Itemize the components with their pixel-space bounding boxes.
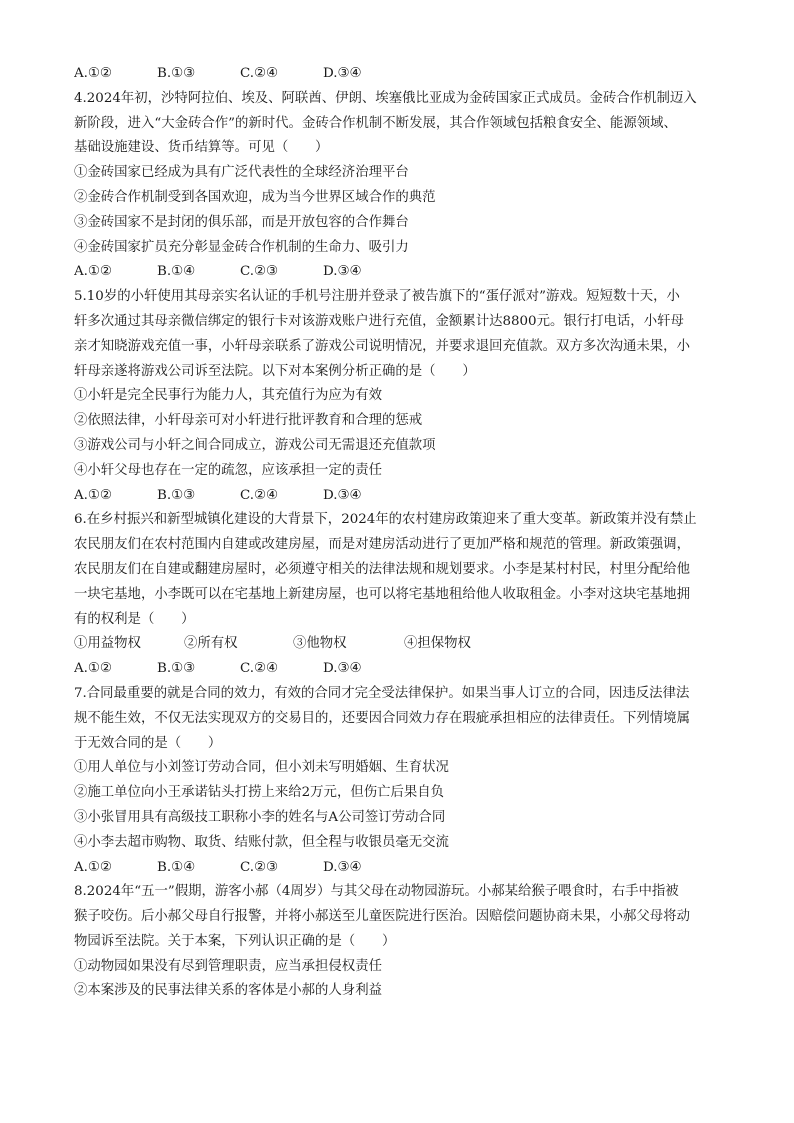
q7-option-a[interactable]: A.①② bbox=[74, 859, 112, 875]
q6-stem-line: 农民朋友们在农村范围内自建或改建房屋，而是对建房活动进行了更加严格和规范的管理。新政策强调， bbox=[74, 537, 690, 553]
q5-option-b[interactable]: B.①③ bbox=[157, 487, 196, 503]
q4-statement-2: ②金砖合作机制受到各国欢迎，成为当今世界区域合作的典范 bbox=[74, 189, 436, 205]
q4-statement-3: ③金砖国家不是封闭的俱乐部，而是开放包容的合作舞台 bbox=[74, 214, 409, 230]
q3-option-a[interactable]: A.①② bbox=[74, 66, 112, 81]
q6-stem-line: 6.在乡村振兴和新型城镇化建设的大背景下，2024年的农村建房政策迎来了重大变革。新政策并没有禁止 bbox=[74, 512, 697, 528]
q6-option-a[interactable]: A.①② bbox=[74, 661, 112, 677]
q6-right-1: ①用益物权 bbox=[74, 636, 141, 652]
exam-page bbox=[74, 62, 722, 1004]
question-8 bbox=[74, 880, 722, 1004]
q7-stem-line: 规不能生效，不仅无法实现双方的交易目的，还要因合同效力存在瑕疵承担相应的法律责任。下列情境属 bbox=[74, 710, 690, 726]
q4-stem-line: 新阶段，进入“大金砖合作”的新时代。金砖合作机制不断发展，其合作领域包括粮食安全、能源领域、 bbox=[74, 115, 677, 131]
q6-right-3: ③他物权 bbox=[293, 636, 347, 652]
q4-stem-line: 4.2024年初，沙特阿拉伯、埃及、阿联酋、伊朗、埃塞俄比亚成为金砖国家正式成员。金砖合作机制迈入 bbox=[74, 90, 697, 106]
q7-option-d[interactable]: D.③④ bbox=[323, 859, 362, 875]
q6-stem-line: 农民朋友们在自建或翻建房屋时，必须遵守相关的法律法规和规划要求。小李是某村村民，村里分配给他 bbox=[74, 561, 690, 577]
q7-statement-4: ④小李去超市购物、取货、结账付款，但全程与收银员毫无交流 bbox=[74, 834, 449, 850]
q4-statement-4: ④金砖国家扩员充分彰显金砖合作机制的生命力、吸引力 bbox=[74, 239, 409, 255]
q3-option-b[interactable]: B.①③ bbox=[157, 66, 196, 81]
q7-statement-3: ③小张冒用具有高级技工职称小李的姓名与A公司签订劳动合同 bbox=[74, 809, 446, 825]
q5-option-d[interactable]: D.③④ bbox=[323, 487, 362, 503]
q5-option-a[interactable]: A.①② bbox=[74, 487, 112, 503]
q6-options bbox=[74, 657, 722, 682]
q6-option-b[interactable]: B.①③ bbox=[157, 661, 196, 677]
q5-options bbox=[74, 484, 722, 509]
q7-statement-2: ②施工单位向小王承诺钻头打捞上来给2万元，但伤亡后果自负 bbox=[74, 785, 445, 801]
q6-option-d[interactable]: D.③④ bbox=[323, 661, 362, 677]
q4-option-a[interactable]: A.①② bbox=[74, 264, 112, 280]
q5-stem-line: 轩多次通过其母亲微信绑定的银行卡对该游戏账户进行充值，金额累计达8800元。银行打电话，小轩母 bbox=[74, 313, 684, 329]
q5-stem-line: 轩母亲遂将游戏公司诉至法院。以下对本案例分析正确的是（ ） bbox=[74, 363, 476, 379]
q4-option-b[interactable]: B.①④ bbox=[157, 264, 196, 280]
q4-option-d[interactable]: D.③④ bbox=[323, 264, 362, 280]
q6-stem-line: 有的权利是（ ） bbox=[74, 611, 195, 627]
q4-stem-line: 基础设施建设、货币结算等。可见（ ） bbox=[74, 140, 329, 156]
q8-statement-2: ②本案涉及的民事法律关系的客体是小郝的人身利益 bbox=[74, 983, 382, 999]
q4-statement-1: ①金砖国家已经成为具有广泛代表性的全球经济治理平台 bbox=[74, 165, 409, 181]
q3-option-d[interactable]: D.③④ bbox=[323, 66, 362, 81]
q7-stem-line: 于无效合同的是（ ） bbox=[74, 735, 222, 751]
q6-rights bbox=[74, 632, 722, 657]
q6-stem-line: 一块宅基地，小李既可以在宅基地上新建房屋，也可以将宅基地租给他人收取租金。小李对这块宅基地拥 bbox=[74, 586, 690, 602]
q5-option-c[interactable]: C.②④ bbox=[240, 487, 279, 503]
q7-stem-line: 7.合同最重要的就是合同的效力，有效的合同才完全受法律保护。如果当事人订立的合同，因违反法律法 bbox=[74, 685, 690, 701]
q7-options bbox=[74, 856, 722, 881]
q8-stem-line: 物园诉至法院。关于本案，下列认识正确的是（ ） bbox=[74, 933, 396, 949]
q5-statement-2: ②依照法律，小轩母亲可对小轩进行批评教育和合理的惩戒 bbox=[74, 413, 423, 429]
q7-statement-1: ①用人单位与小刘签订劳动合同，但小刘未写明婚姻、生育状况 bbox=[74, 760, 449, 776]
q3-option-c[interactable]: C.②④ bbox=[240, 66, 279, 81]
question-5 bbox=[74, 285, 722, 508]
question-4 bbox=[74, 87, 722, 285]
q6-right-2: ②所有权 bbox=[184, 636, 238, 652]
q8-stem-line: 猴子咬伤。后小郝父母自行报警，并将小郝送至儿童医院进行医治。因赔偿问题协商未果，小郝父母将动 bbox=[74, 909, 690, 925]
q7-option-b[interactable]: B.①④ bbox=[157, 859, 196, 875]
q4-option-c[interactable]: C.②③ bbox=[240, 264, 279, 280]
q5-statement-4: ④小轩父母也存在一定的疏忽，应该承担一定的责任 bbox=[74, 462, 382, 478]
q5-stem-line: 5.10岁的小轩使用其母亲实名认证的手机号注册并登录了被告旗下的“蛋仔派对”游戏。短短数十天，小 bbox=[74, 289, 680, 305]
q8-stem-line: 8.2024年“五一”假期，游客小郝（4周岁）与其父母在动物园游玩。小郝某给猴子喂食时，右手中指被 bbox=[74, 884, 679, 900]
q6-right-4: ④担保物权 bbox=[404, 636, 471, 652]
q8-statement-1: ①动物园如果没有尽到管理职责，应当承担侵权责任 bbox=[74, 958, 382, 974]
q5-stem-line: 亲才知晓游戏充值一事，小轩母亲联系了游戏公司说明情况，并要求退回充值款。双方多次沟通未果，小 bbox=[74, 338, 690, 354]
question-7 bbox=[74, 682, 722, 880]
q5-statement-3: ③游戏公司与小轩之间合同成立，游戏公司无需退还充值款项 bbox=[74, 437, 436, 453]
q7-option-c[interactable]: C.②③ bbox=[240, 859, 279, 875]
q4-options bbox=[74, 260, 722, 285]
q6-option-c[interactable]: C.②④ bbox=[240, 661, 279, 677]
question-6 bbox=[74, 508, 722, 682]
q5-statement-1: ①小轩是完全民事行为能力人，其充值行为应为有效 bbox=[74, 388, 382, 404]
q3-options bbox=[74, 62, 722, 87]
